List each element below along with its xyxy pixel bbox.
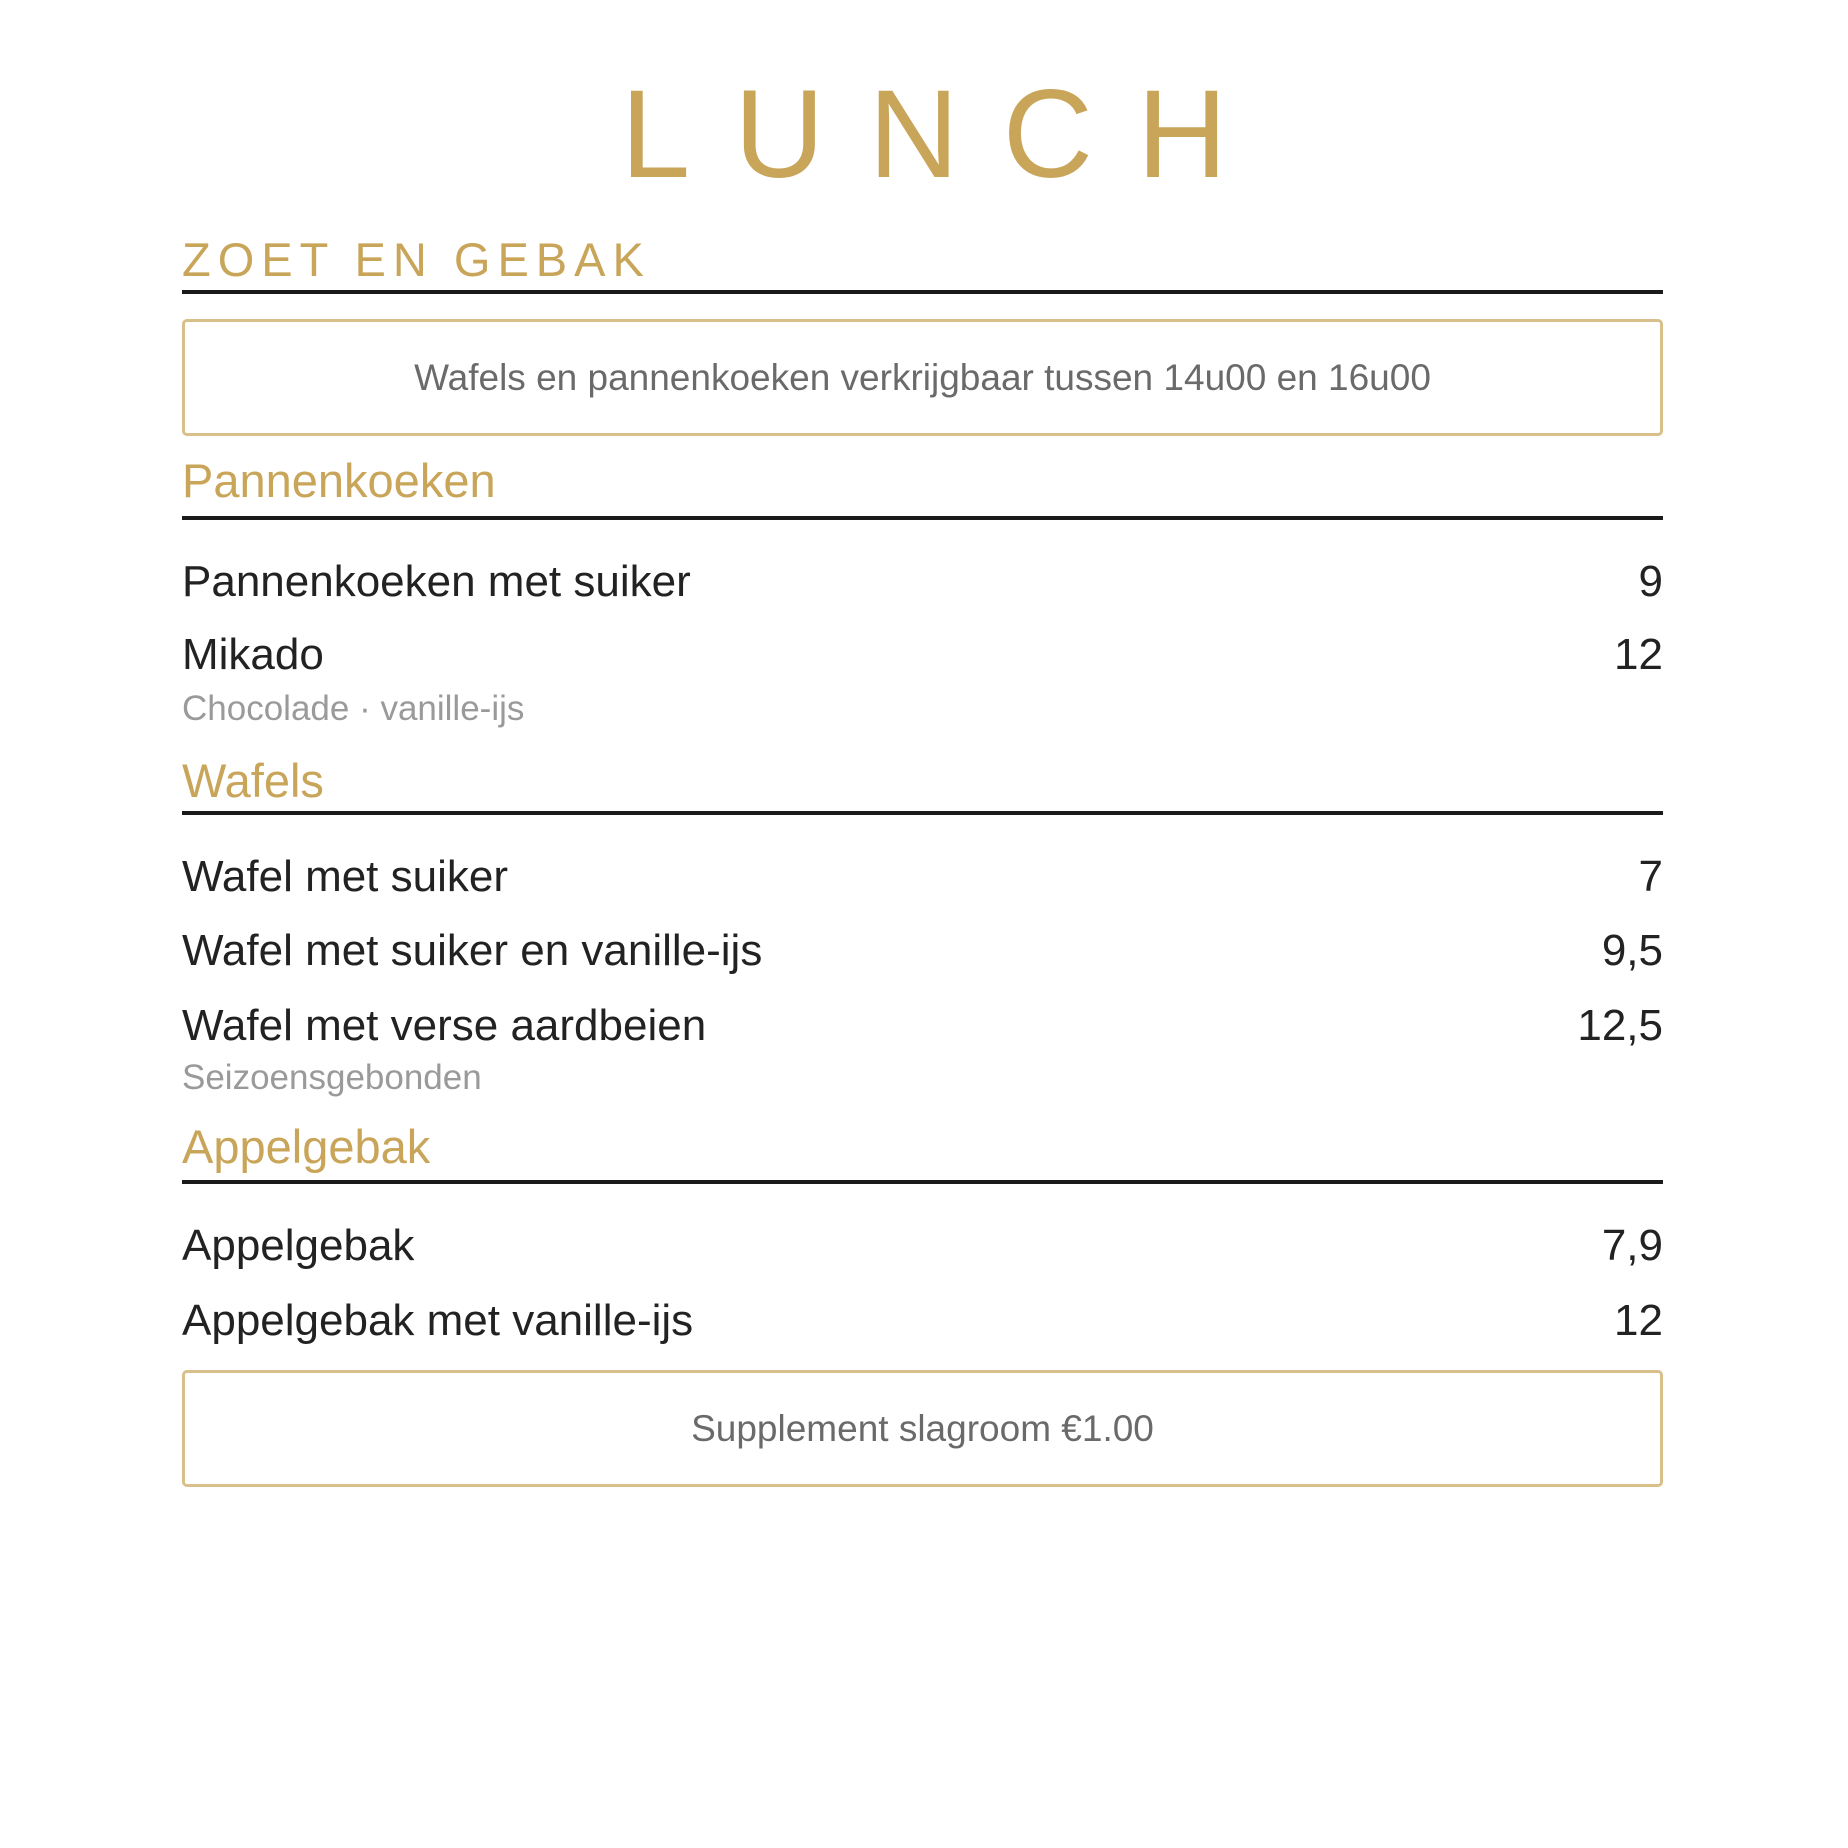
section-divider [182,811,1663,815]
section-title-wafels: Wafels [182,754,324,807]
section-title-pannenkoeken: Pannenkoeken [182,454,496,507]
menu-item-price: 9 [1638,557,1663,606]
menu-item-name: Appelgebak [182,1221,415,1270]
menu-item-description: Chocolade · vanille-ijs [182,689,525,728]
section-title-appelgebak: Appelgebak [182,1120,431,1173]
menu-item-name: Wafel met verse aardbeien [182,1001,707,1050]
section-divider [182,1180,1663,1184]
menu-item-price: 9,5 [1601,926,1663,975]
menu-title: LUNCH [620,65,1272,204]
menu-item-name: Pannenkoeken met suiker [182,557,691,606]
menu-item-name: Mikado [182,630,324,679]
menu-item-price: 12,5 [1577,1001,1663,1050]
supplement-notice-text: Supplement slagroom €1.00 [691,1408,1154,1449]
category-divider [182,290,1663,294]
category-heading: ZOET EN GEBAK [182,233,651,286]
menu-item-price: 12 [1614,1296,1663,1345]
section-divider [182,516,1663,520]
availability-notice-text: Wafels en pannenkoeken verkrijgbaar tussen 14u00 en 16u00 [414,357,1431,398]
menu-item-price: 7,9 [1601,1221,1663,1270]
menu-item-name: Wafel met suiker en vanille-ijs [182,926,763,975]
menu-item-name: Appelgebak met vanille-ijs [182,1296,694,1345]
menu-item-description: Seizoensgebonden [182,1058,482,1097]
menu-item-name: Wafel met suiker [182,852,509,901]
menu-item-price: 7 [1638,852,1663,901]
menu-item-price: 12 [1614,630,1663,679]
